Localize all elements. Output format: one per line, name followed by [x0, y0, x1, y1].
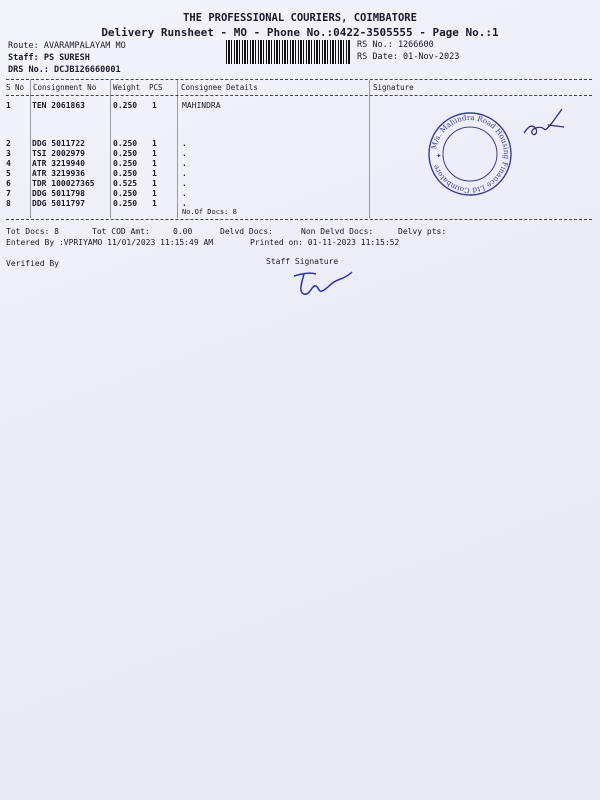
row-consignment: TEN 2061863	[32, 101, 85, 110]
row-sno: 2	[6, 139, 11, 148]
row-sno: 7	[6, 189, 11, 198]
row-pcs: 1	[152, 101, 157, 110]
col-header-pcs: PCS	[149, 83, 163, 92]
row-weight: 0.250	[113, 139, 138, 148]
row-consignment: TDR 100027365	[32, 179, 95, 188]
total-cod-value: 0.00	[173, 227, 193, 236]
row-weight: 0.250	[113, 189, 138, 198]
svg-text:✦: ✦	[436, 151, 442, 161]
row-consignment: DDG 5011798	[32, 189, 85, 198]
row-sno: 8	[6, 199, 11, 208]
recipient-signature	[518, 105, 568, 145]
row-pcs: 1	[152, 199, 157, 208]
row-pcs: 1	[152, 179, 157, 188]
row-sno: 6	[6, 179, 11, 188]
runsheet-subtitle: Delivery Runsheet - MO - Phone No.:0422-3505555 - Page No.:1	[101, 26, 499, 39]
row-sno: 3	[6, 149, 11, 158]
row-consignee: .	[182, 199, 187, 208]
staff-signature-label: Staff Signature	[266, 257, 339, 266]
row-consignment: TSI 2002979	[32, 149, 85, 158]
row-consignee: .	[182, 139, 187, 148]
row-consignee: .	[182, 189, 187, 198]
table-row	[0, 101, 600, 111]
no-of-docs: No.Of Docs: 8	[182, 208, 237, 216]
col-header-consignment: Consignment No	[33, 83, 97, 92]
col-header-consignee: Consignee Details	[181, 83, 258, 92]
non-delivered-docs: Non Delvd Docs:	[301, 227, 374, 236]
col-header-sno: S No	[6, 83, 25, 92]
row-consignee: .	[182, 159, 187, 168]
row-consignee: .	[182, 169, 187, 178]
row-pcs: 1	[152, 159, 157, 168]
verified-by: Verified By	[6, 259, 59, 268]
col-header-weight: Weight	[113, 83, 141, 92]
row-consignment: ATR 3219940	[32, 159, 85, 168]
row-weight: 0.250	[113, 101, 138, 110]
delivery-points: Delvy pts:	[398, 227, 447, 236]
printed-on: Printed on: 01-11-2023 11:15:52	[250, 238, 400, 247]
delivered-docs: Delvd Docs:	[220, 227, 273, 236]
drs-number: DRS No.: DCJB126660001	[8, 65, 121, 75]
row-consignment: DDG 5011797	[32, 199, 85, 208]
col-header-signature: Signature	[373, 83, 414, 92]
row-sno: 5	[6, 169, 11, 178]
row-pcs: 1	[152, 149, 157, 158]
row-consignee: MAHINDRA	[182, 101, 221, 110]
rs-number: RS No.: 1266600	[357, 40, 434, 50]
total-docs: Tot Docs: 8	[6, 227, 59, 236]
row-pcs: 1	[152, 189, 157, 198]
row-weight: 0.250	[113, 159, 138, 168]
barcode	[226, 40, 350, 64]
row-weight: 0.250	[113, 149, 138, 158]
table-row	[0, 199, 600, 209]
row-sno: 4	[6, 159, 11, 168]
row-sno: 1	[6, 101, 11, 110]
table-bottom-rule	[6, 219, 592, 220]
staff-signature	[290, 266, 354, 300]
company-title: THE PROFESSIONAL COURIERS, COIMBATORE	[183, 12, 417, 24]
row-weight: 0.250	[113, 199, 138, 208]
route-label: Route: AVARAMPALAYAM MO	[8, 41, 126, 51]
header-top-rule	[6, 79, 592, 80]
rs-date: RS Date: 01-Nov-2023	[357, 52, 460, 62]
row-pcs: 1	[152, 139, 157, 148]
company-seal-stamp	[426, 112, 514, 196]
row-weight: 0.525	[113, 179, 138, 188]
header-bottom-rule	[6, 95, 592, 96]
svg-text:M/s. Mahindra Road Housing Fin: M/s. Mahindra Road Housing Finance Ltd Coimbatore	[429, 112, 512, 196]
total-cod-label: Tot COD Amt:	[92, 227, 150, 236]
staff-label: Staff: PS SURESH	[8, 53, 90, 63]
row-consignment: DDG 5011722	[32, 139, 85, 148]
entered-by: Entered By :VPRIYAMO 11/01/2023 11:15:49 AM	[6, 238, 214, 247]
row-consignment: ATR 3219936	[32, 169, 85, 178]
row-pcs: 1	[152, 169, 157, 178]
row-weight: 0.250	[113, 169, 138, 178]
row-consignee: .	[182, 149, 187, 158]
row-consignee: .	[182, 179, 187, 188]
